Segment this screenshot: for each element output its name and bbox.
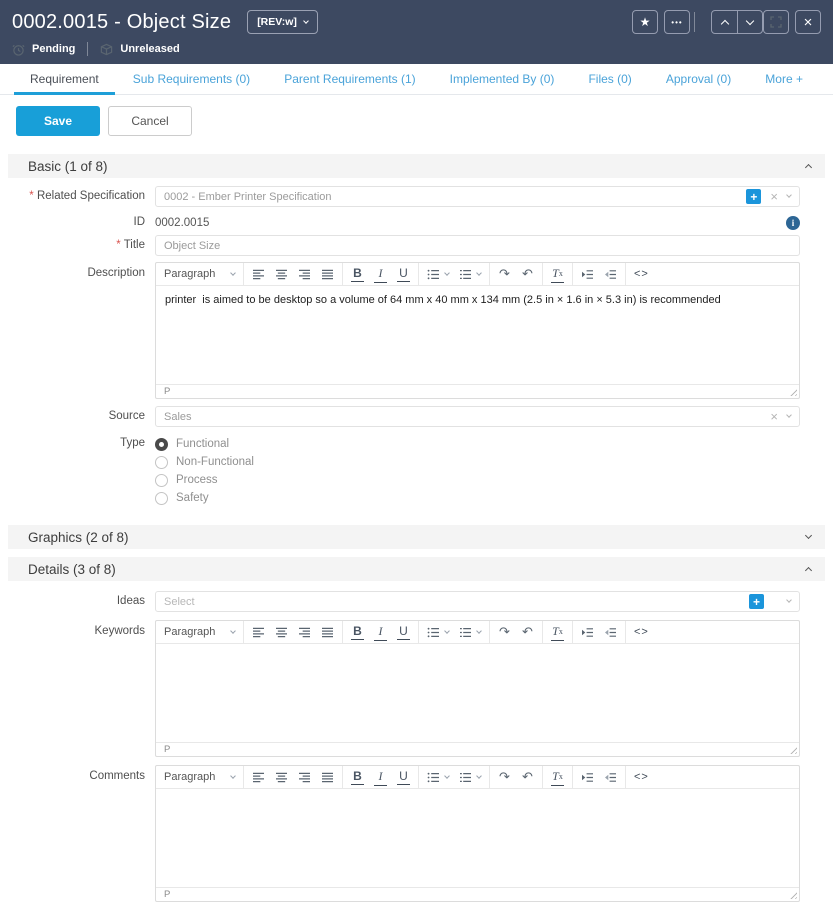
section-graphics-header[interactable]: [8, 525, 825, 549]
source-value: Sales: [164, 410, 192, 423]
bullet-list-button[interactable]: [427, 772, 440, 783]
align-right-icon: [298, 772, 311, 783]
paragraph-format-select[interactable]: Paragraph: [156, 621, 244, 643]
paragraph-format-select[interactable]: [156, 263, 244, 285]
keywords-text[interactable]: [156, 644, 799, 742]
numbered-list-button[interactable]: [459, 772, 472, 783]
radio-option-process[interactable]: Process: [155, 473, 800, 487]
collapse-icon: [805, 164, 812, 171]
tab-approval[interactable]: Approval (0): [665, 72, 732, 86]
bold-button[interactable]: B: [351, 769, 364, 785]
section-basic-header[interactable]: [8, 154, 825, 178]
numbered-list-expand-icon[interactable]: [476, 773, 482, 779]
clock-icon: [12, 43, 25, 56]
align-center-icon: [275, 269, 288, 280]
type-radio-group: [155, 433, 800, 509]
title-label: * Title: [0, 235, 155, 256]
undo-button[interactable]: ↶: [522, 769, 533, 784]
outdent-icon: [604, 772, 617, 783]
numbered-list-button[interactable]: [459, 627, 472, 638]
align-justify-icon: [321, 772, 334, 783]
bullet-list-icon: [427, 772, 440, 783]
bullet-list-button[interactable]: [427, 269, 440, 280]
radio-button[interactable]: [155, 474, 168, 487]
align-center-button[interactable]: [275, 772, 288, 783]
paragraph-format-select[interactable]: Paragraph: [156, 766, 244, 788]
comments-text[interactable]: [156, 789, 799, 887]
underline-button[interactable]: U: [397, 769, 410, 785]
release-state-badge: Unreleased: [120, 43, 180, 55]
radio-button[interactable]: [155, 456, 168, 469]
section-graphics-title: Graphics (2 of 8): [28, 529, 129, 545]
align-right-icon: [298, 627, 311, 638]
id-label: ID: [133, 216, 145, 228]
cancel-button[interactable]: Cancel: [108, 106, 192, 136]
favorite-button[interactable]: [632, 10, 658, 34]
title-input[interactable]: [155, 235, 800, 256]
package-icon: [100, 43, 113, 56]
chevron-up-icon: [720, 19, 728, 27]
chevron-down-icon: [230, 628, 236, 634]
ellipsis-icon: •••: [671, 17, 683, 27]
close-icon: ×: [803, 13, 813, 31]
bold-button[interactable]: B: [351, 624, 364, 640]
keywords-label: Keywords: [94, 625, 145, 637]
paragraph-label: Paragraph: [164, 268, 216, 280]
bullet-list-button[interactable]: [427, 627, 440, 638]
undo-button[interactable]: ↶: [522, 266, 533, 281]
editor-status-bar: [156, 384, 799, 398]
numbered-list-icon: [459, 772, 472, 783]
status-badge: Pending: [32, 43, 76, 55]
revision-label: [REV:w]: [257, 16, 297, 28]
source-label: Source: [108, 410, 145, 422]
tab-bar: [0, 64, 833, 95]
align-right-button[interactable]: [298, 772, 311, 783]
bullet-list-icon: [427, 269, 440, 280]
italic-button[interactable]: I: [374, 624, 387, 641]
ideas-placeholder: Select: [164, 595, 195, 608]
radio-option-non-functional[interactable]: Non-Functional: [155, 455, 800, 469]
undo-button[interactable]: ↶: [522, 624, 533, 639]
align-right-button[interactable]: [298, 627, 311, 638]
numbered-list-icon: [459, 627, 472, 638]
bullet-list-expand-icon[interactable]: [444, 628, 450, 634]
align-left-button[interactable]: [252, 627, 265, 638]
align-right-icon: [298, 269, 311, 280]
editor-toolbar: [156, 766, 799, 789]
chevron-down-icon: [230, 773, 236, 779]
align-justify-icon: [321, 627, 334, 638]
tab-more[interactable]: More +: [765, 72, 803, 86]
align-justify-button[interactable]: [321, 627, 334, 638]
editor-toolbar: [156, 621, 799, 644]
add-idea-button[interactable]: +: [749, 594, 764, 609]
related-specification-select[interactable]: [155, 186, 800, 207]
numbered-list-button[interactable]: [459, 269, 472, 280]
redo-button[interactable]: ↷: [499, 266, 510, 281]
ideas-select[interactable]: [155, 591, 800, 612]
numbered-list-expand-icon[interactable]: [476, 270, 482, 276]
italic-button[interactable]: I: [374, 769, 387, 786]
section-details-title: Details (3 of 8): [28, 561, 116, 577]
align-left-icon: [252, 269, 265, 280]
chevron-down-icon: [303, 18, 309, 24]
related-specification-value: 0002 - Ember Printer Specification: [164, 190, 332, 203]
chevron-down-icon: [746, 16, 754, 24]
numbered-list-icon: [459, 269, 472, 280]
chevron-down-icon: [230, 270, 236, 276]
tab-sub-requirements[interactable]: Sub Requirements (0): [132, 72, 251, 86]
block-indicator: P: [164, 386, 171, 397]
title-bar: [0, 0, 833, 64]
outdent-button[interactable]: [604, 627, 617, 638]
editor-status-bar: [156, 887, 799, 901]
align-left-icon: [252, 627, 265, 638]
code-view-button[interactable]: <>: [634, 771, 649, 783]
expand-section-icon: [805, 532, 812, 539]
source-select[interactable]: [155, 406, 800, 427]
info-icon[interactable]: i: [786, 216, 800, 230]
indent-icon: [581, 269, 594, 280]
align-justify-button[interactable]: [321, 772, 334, 783]
header-divider: [694, 12, 695, 32]
id-value: 0002.0015: [155, 217, 210, 229]
clear-formatting-button[interactable]: T x: [551, 624, 564, 641]
description-editor: [155, 262, 800, 399]
editor-status-bar: [156, 742, 799, 756]
related-specification-label: * Related Specification: [0, 186, 155, 207]
radio-button[interactable]: [155, 492, 168, 505]
tab-files[interactable]: Files (0): [588, 72, 632, 86]
underline-button[interactable]: U: [397, 266, 410, 282]
tab-parent-requirements[interactable]: Parent Requirements (1): [284, 72, 416, 86]
close-button[interactable]: [795, 10, 821, 34]
previous-item-button[interactable]: [712, 11, 737, 33]
redo-button[interactable]: ↷: [499, 624, 510, 639]
description-text[interactable]: printer is aimed to be desktop so a volume of 64 mm x 40 mm x 134 mm (2.5 in × 1.6 in × 5.3 in) is recommended: [165, 294, 721, 306]
chevron-down-icon[interactable]: [786, 597, 792, 603]
radio-option-functional[interactable]: Functional: [155, 437, 800, 451]
chevron-down-icon[interactable]: [786, 412, 792, 418]
align-center-button[interactable]: [275, 269, 288, 280]
section-details-header[interactable]: [8, 557, 825, 581]
plus-icon: +: [750, 189, 758, 204]
ideas-label: Ideas: [116, 595, 145, 607]
clear-icon[interactable]: ×: [770, 409, 778, 424]
type-label: Type: [120, 437, 145, 449]
chevron-down-icon[interactable]: [786, 192, 792, 198]
indent-button[interactable]: [581, 269, 594, 280]
redo-button[interactable]: ↷: [499, 769, 510, 784]
code-view-button[interactable]: <>: [634, 268, 649, 280]
more-options-button[interactable]: [664, 10, 690, 34]
align-center-button[interactable]: [275, 627, 288, 638]
tab-implemented-by[interactable]: Implemented By (0): [449, 72, 555, 86]
radio-option-safety[interactable]: Safety: [155, 491, 800, 505]
fullscreen-icon: [770, 16, 782, 28]
bold-button[interactable]: B: [351, 266, 364, 282]
next-item-button[interactable]: [737, 11, 762, 33]
align-justify-icon: [321, 269, 334, 280]
clear-formatting-button[interactable]: T x: [551, 769, 564, 786]
bullet-list-expand-icon[interactable]: [444, 270, 450, 276]
add-specification-button[interactable]: [746, 189, 761, 204]
page-title: 0002.0015 - Object Size: [12, 10, 232, 33]
outdent-icon: [604, 627, 617, 638]
status-divider: [87, 42, 88, 56]
section-basic-title: Basic (1 of 8): [28, 158, 108, 174]
editor-toolbar: [156, 263, 799, 286]
bullet-list-expand-icon[interactable]: [444, 773, 450, 779]
clear-icon[interactable]: ×: [770, 189, 778, 204]
align-right-button[interactable]: [298, 269, 311, 280]
comments-editor: [155, 765, 800, 902]
tab-requirement[interactable]: Requirement: [14, 64, 115, 94]
bullet-list-icon: [427, 627, 440, 638]
align-justify-button[interactable]: [321, 269, 334, 280]
underline-button[interactable]: U: [397, 624, 410, 640]
description-label: Description: [87, 267, 145, 279]
keywords-editor: [155, 620, 800, 757]
align-center-icon: [275, 627, 288, 638]
outdent-button[interactable]: [604, 269, 617, 280]
align-left-button[interactable]: [252, 772, 265, 783]
align-center-icon: [275, 772, 288, 783]
outdent-icon: [604, 269, 617, 280]
action-bar: [0, 95, 833, 146]
star-icon: ★: [639, 15, 651, 29]
numbered-list-expand-icon[interactable]: [476, 628, 482, 634]
indent-icon: [581, 627, 594, 638]
revision-dropdown[interactable]: [247, 10, 318, 34]
indent-button[interactable]: [581, 772, 594, 783]
indent-button[interactable]: [581, 627, 594, 638]
block-indicator: P: [164, 889, 171, 900]
clear-formatting-button[interactable]: T x: [551, 266, 564, 283]
radio-button[interactable]: [155, 438, 168, 451]
outdent-button[interactable]: [604, 772, 617, 783]
code-view-button[interactable]: <>: [634, 626, 649, 638]
comments-label: Comments: [89, 770, 145, 782]
align-left-icon: [252, 772, 265, 783]
expand-button[interactable]: [763, 10, 789, 34]
indent-icon: [581, 772, 594, 783]
italic-button[interactable]: I: [374, 266, 387, 283]
navigate-pair: [711, 10, 763, 34]
align-left-button[interactable]: [252, 269, 265, 280]
save-button[interactable]: Save: [16, 106, 100, 136]
collapse-icon: [805, 567, 812, 574]
block-indicator: P: [164, 744, 171, 755]
